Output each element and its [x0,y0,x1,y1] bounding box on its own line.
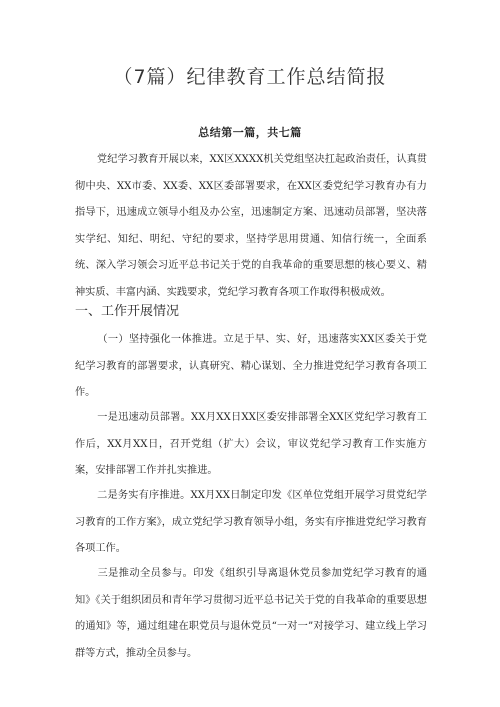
body-paragraph [75,561,427,707]
intro-text: 党纪学习教育开展以来，XX区XXXX机关党组坚决扛起政治责任，认真贯彻中央、XX市委、XX委、XX区委部署要求，在XX区委党纪学习教育办有力指导下，迅速成立领导小组及办公室，迅速制定方案、迅速动员部署，坚决落实学纪、知纪、明纪、守纪的要求，坚持学思用贯通、知信行统一，全面系统、深入学习领会习近平总书记关于党的自我革命的重要思想的核心要义、精神实质、丰富内涵、实践要求，党纪学习教育各项工作取得积极成效。 [75,154,427,298]
paragraph-text: 三是推动全员参与。印发《组织引导离退休党员参加党纪学习教育的通知》《关于组织团员和青年学习贯彻习近平总书记关于党的自我革命的重要思想的通知》等，通过组建在职党员与退休党员“一对一”对接学习、建立线上学习群等方式，推动全员参与。 [75,568,427,659]
body-paragraph [75,327,427,407]
intro-paragraph [75,147,427,306]
document-title: （7篇）纪律教育工作总结简报 [113,66,387,88]
paragraph-text: （一）坚持强化一体推进。立足于早、实、好，迅速落实XX区委关于党纪学习教育的部署要求，认真研究、精心谋划、全力推进党纪学习教育各项工作。 [75,334,427,398]
paragraph-text: 二是务实有序推进。XX月XX日制定印发《区单位党组开展学习贯党纪学习教育的工作方案》，成立党纪学习教育领导小组，务实有序推进党纪学习教育各项工作。 [75,490,427,554]
paragraph-text: 一是迅速动员部署。XX月XX日XX区委安排部署全XX区党纪学习教育工作后，XX月XX日，召开党组（扩大）会议，审议党纪学习教育工作实施方案，安排部署工作并扎实推进。 [75,412,427,476]
body-paragraph [75,483,427,563]
document-subtitle: 总结第一篇，共七篇 [198,126,302,139]
section-heading: 一、工作开展情况 [75,304,180,319]
body-paragraph [75,405,427,485]
